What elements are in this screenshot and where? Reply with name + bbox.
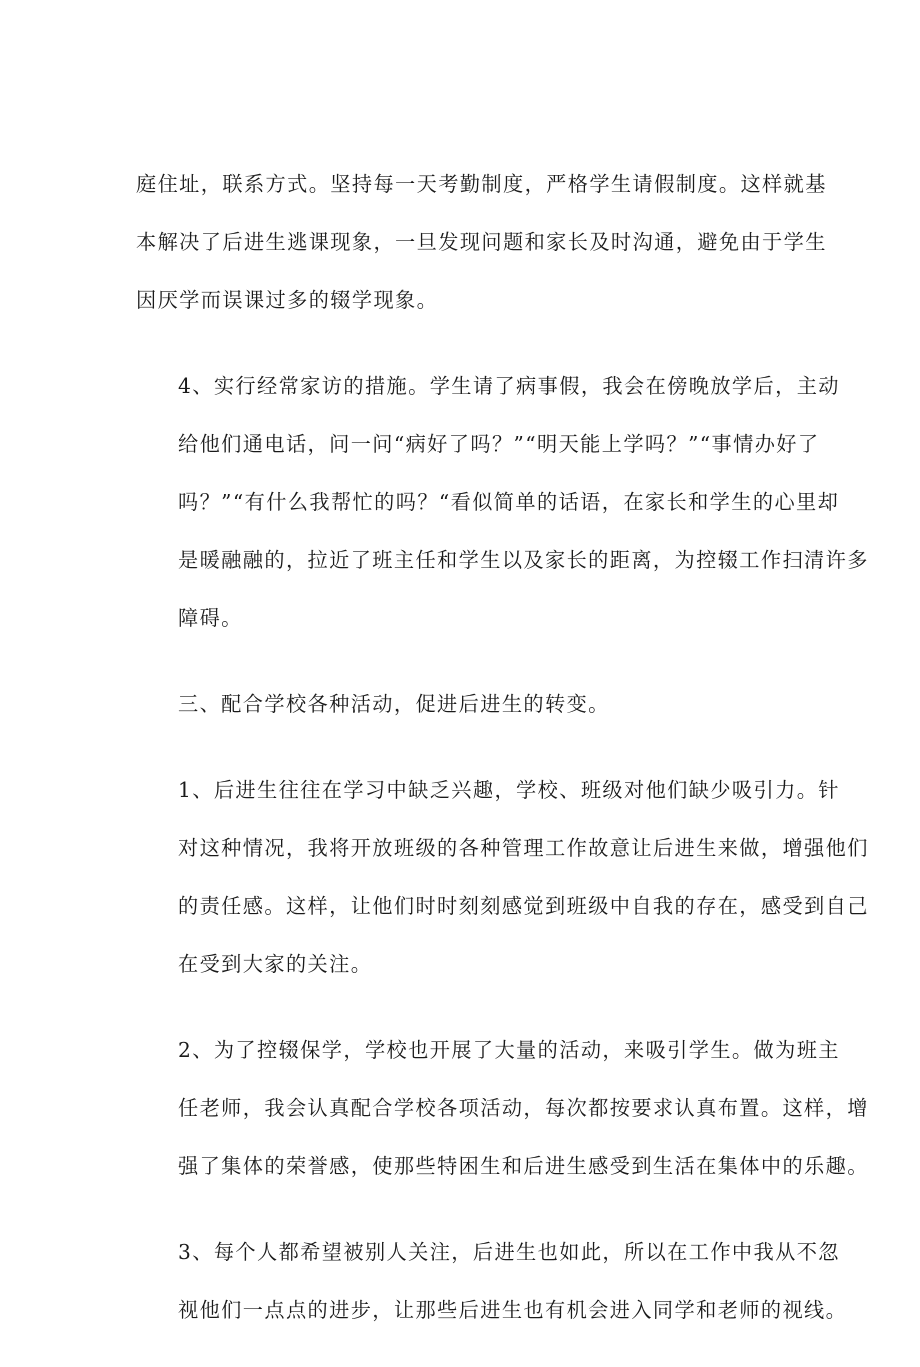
text-line: 4、实行经常家访的措施。学生请了病事假，我会在傍晚放学后，主动 xyxy=(178,374,840,398)
section-heading-three xyxy=(136,675,788,733)
text-line: 庭住址，联系方式。坚持每一天考勤制度，严格学生请假制度。这样就基 xyxy=(136,172,827,196)
document-body xyxy=(136,155,869,1367)
text-line: 本解决了后进生逃课现象，一旦发现问题和家长及时沟通，避免由于学生 xyxy=(136,230,827,254)
paragraph-item-1-responsibility xyxy=(136,761,869,993)
text-line: 吗？”“有什么我帮忙的吗？“看似简单的话语，在家长和学生的心里却 xyxy=(178,490,840,514)
text-line: 是暖融融的，拉近了班主任和学生以及家长的距离，为控辍工作扫清许多 xyxy=(178,548,869,572)
text-line: 给他们通电话，问一问“病好了吗？”“明天能上学吗？”“事情办好了 xyxy=(178,432,820,456)
text-line: 1、后进生往往在学习中缺乏兴趣，学校、班级对他们缺少吸引力。针 xyxy=(178,778,840,802)
paragraph-item-2-school-activities xyxy=(136,1021,869,1195)
text-line: 因厌学而误课过多的辍学现象。 xyxy=(136,288,439,312)
text-line: 强了集体的荣誉感，使那些特困生和后进生感受到生活在集体中的乐趣。 xyxy=(178,1154,869,1178)
text-line: 在受到大家的关注。 xyxy=(178,952,373,976)
text-line: 3、每个人都希望被别人关注，后进生也如此，所以在工作中我从不忽 xyxy=(178,1240,840,1264)
text-line: 的责任感。这样，让他们时时刻刻感觉到班级中自我的存在，感受到自己 xyxy=(178,894,869,918)
text-line: 三、配合学校各种活动，促进后进生的转变。 xyxy=(178,692,610,716)
text-line: 视他们一点点的进步，让那些后进生也有机会进入同学和老师的视线。 xyxy=(178,1298,848,1322)
paragraph-item-3-attention xyxy=(136,1223,848,1339)
paragraph-attendance-continued xyxy=(136,155,827,329)
text-line: 2、为了控辍保学，学校也开展了大量的活动，来吸引学生。做为班主 xyxy=(178,1038,840,1062)
text-line: 对这种情况，我将开放班级的各种管理工作故意让后进生来做，增强他们 xyxy=(178,836,869,860)
text-line: 障碍。 xyxy=(178,606,243,630)
paragraph-item-4-home-visits xyxy=(136,357,869,647)
text-line: 任老师，我会认真配合学校各项活动，每次都按要求认真布置。这样，增 xyxy=(178,1096,869,1120)
